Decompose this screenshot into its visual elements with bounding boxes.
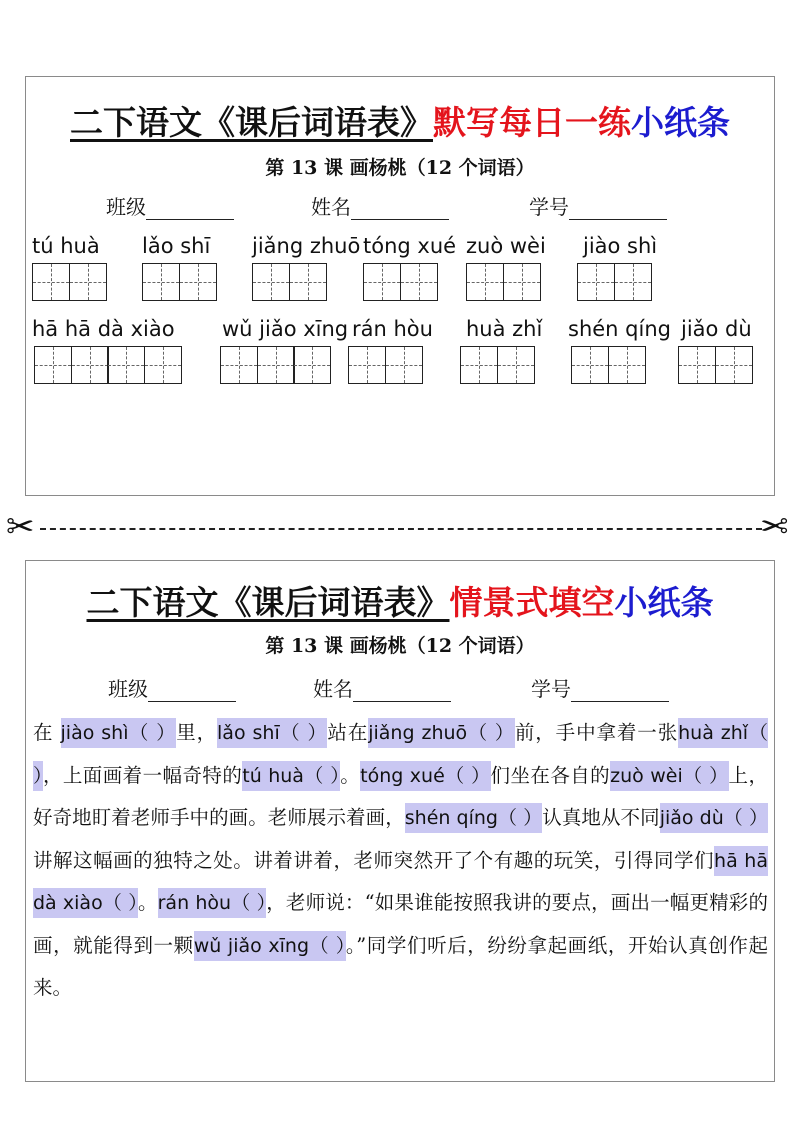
pinyin-blank[interactable]: zuò wèi（ ） <box>610 761 728 791</box>
story-text: 。 <box>340 763 361 787</box>
cut-line <box>40 528 762 530</box>
writing-grid[interactable] <box>32 263 105 301</box>
story-text: 里， <box>176 721 218 744</box>
scissors-icon: ✂ <box>6 507 35 547</box>
writing-grid[interactable] <box>678 346 751 384</box>
story-text: 上，好奇地盯着老师手中的画。老师展示着画， <box>33 763 768 829</box>
pinyin-label: wǔ jiǎo xīng <box>222 317 349 341</box>
scissors-icon: ✂ <box>760 507 789 547</box>
writing-grid[interactable] <box>34 346 180 384</box>
writing-grid[interactable] <box>252 263 325 301</box>
lesson-title: 第 13 课 画杨桃（12 个词语） <box>265 635 535 657</box>
story-text: 认真地从不同 <box>542 806 660 829</box>
pinyin-blank[interactable]: wǔ jiǎo xīng（ ） <box>194 931 346 961</box>
name-field[interactable]: 姓名 <box>313 673 451 702</box>
pinyin-blank[interactable]: jiǎng zhuō（ ） <box>368 718 515 748</box>
student-number-field[interactable]: 学号 <box>529 191 667 220</box>
writing-grid[interactable] <box>142 263 215 301</box>
writing-cell[interactable] <box>252 263 290 301</box>
pinyin-label: tú huà <box>32 234 100 258</box>
writing-cell[interactable] <box>497 346 535 384</box>
writing-cell[interactable] <box>69 263 107 301</box>
pinyin-label: jiǎo dù <box>681 317 752 341</box>
story-text: ，上面画着一幅奇特的 <box>42 763 243 787</box>
story-text: 。 <box>137 891 158 914</box>
story-text: 站在 <box>327 721 369 744</box>
writing-grid[interactable] <box>571 346 644 384</box>
writing-cell[interactable] <box>715 346 753 384</box>
pinyin-blank[interactable]: tú huà（ ） <box>242 761 340 791</box>
lesson-title: 第 13 课 画杨桃（12 个词语） <box>265 157 535 179</box>
writing-cell[interactable] <box>614 263 652 301</box>
card-title: 二下语文《课后词语表》默写每日一练小纸条 <box>70 103 730 142</box>
writing-cell[interactable] <box>571 346 609 384</box>
pinyin-blank[interactable]: jiǎo dù（ ） <box>660 803 768 833</box>
writing-cell[interactable] <box>385 346 423 384</box>
writing-cell[interactable] <box>348 346 386 384</box>
writing-cell[interactable] <box>460 346 498 384</box>
writing-cell[interactable] <box>293 346 331 384</box>
story-text: 。”同学们听后，纷纷拿起画纸，开始认真创作起来。 <box>33 933 768 999</box>
story-paragraph <box>33 712 768 1009</box>
writing-cell[interactable] <box>144 346 182 384</box>
pinyin-blank[interactable]: lǎo shī（ ） <box>217 718 327 748</box>
writing-grid[interactable] <box>460 346 533 384</box>
writing-cell[interactable] <box>363 263 401 301</box>
pinyin-label: jiào shì <box>583 234 658 258</box>
name-field[interactable]: 姓名 <box>311 191 449 220</box>
writing-cell[interactable] <box>503 263 541 301</box>
writing-cell[interactable] <box>32 263 70 301</box>
writing-cell[interactable] <box>608 346 646 384</box>
pinyin-blank[interactable]: rán hòu（ ） <box>158 888 267 918</box>
writing-cell[interactable] <box>34 346 72 384</box>
pinyin-label: hā hā dà xiào <box>32 317 175 341</box>
writing-grid[interactable] <box>220 346 330 384</box>
writing-cell[interactable] <box>257 346 295 384</box>
pinyin-blank[interactable]: huà zhǐ（ ） <box>33 718 768 791</box>
writing-cell[interactable] <box>107 346 145 384</box>
dictation-card <box>25 76 775 496</box>
class-field[interactable]: 班级 <box>106 191 234 220</box>
writing-cell[interactable] <box>289 263 327 301</box>
pinyin-label: shén qíng <box>568 317 671 341</box>
pinyin-label: rán hòu <box>352 317 433 341</box>
pinyin-label: zuò wèi <box>466 234 546 258</box>
story-text: ，老师说：“如果谁能按照我讲的要点，画出一幅更精彩的画，就能得到一颗 <box>33 891 768 957</box>
writing-grid[interactable] <box>466 263 539 301</box>
pinyin-blank[interactable]: tóng xué（ ） <box>360 761 490 791</box>
writing-cell[interactable] <box>179 263 217 301</box>
writing-grid[interactable] <box>348 346 421 384</box>
student-number-field[interactable]: 学号 <box>531 673 669 702</box>
pinyin-label: tóng xué <box>363 234 457 258</box>
writing-cell[interactable] <box>466 263 504 301</box>
writing-cell[interactable] <box>71 346 109 384</box>
class-field[interactable]: 班级 <box>108 673 236 702</box>
card-title: 二下语文《课后词语表》情景式填空小纸条 <box>86 583 714 622</box>
story-text: 们坐在各自的 <box>490 763 611 787</box>
writing-cell[interactable] <box>220 346 258 384</box>
writing-cell[interactable] <box>678 346 716 384</box>
story-text: 在 <box>33 721 61 744</box>
pinyin-blank[interactable]: jiào shì（ ） <box>61 718 177 748</box>
pinyin-label: jiǎng zhuō <box>252 234 361 258</box>
writing-cell[interactable] <box>142 263 180 301</box>
pinyin-blank[interactable]: hā hā dà xiào（ ） <box>33 846 768 919</box>
pinyin-blank[interactable]: shén qíng（ ） <box>405 803 543 833</box>
story-text: 讲解这幅画的独特之处。讲着讲着，老师突然开了个有趣的玩笑，引得同学们 <box>33 848 715 872</box>
writing-grid[interactable] <box>363 263 436 301</box>
pinyin-label: lǎo shī <box>142 234 211 258</box>
writing-cell[interactable] <box>577 263 615 301</box>
story-text: 前，手中拿着一张 <box>514 721 679 744</box>
writing-cell[interactable] <box>400 263 438 301</box>
pinyin-label: huà zhǐ <box>466 317 543 341</box>
writing-grid[interactable] <box>577 263 650 301</box>
